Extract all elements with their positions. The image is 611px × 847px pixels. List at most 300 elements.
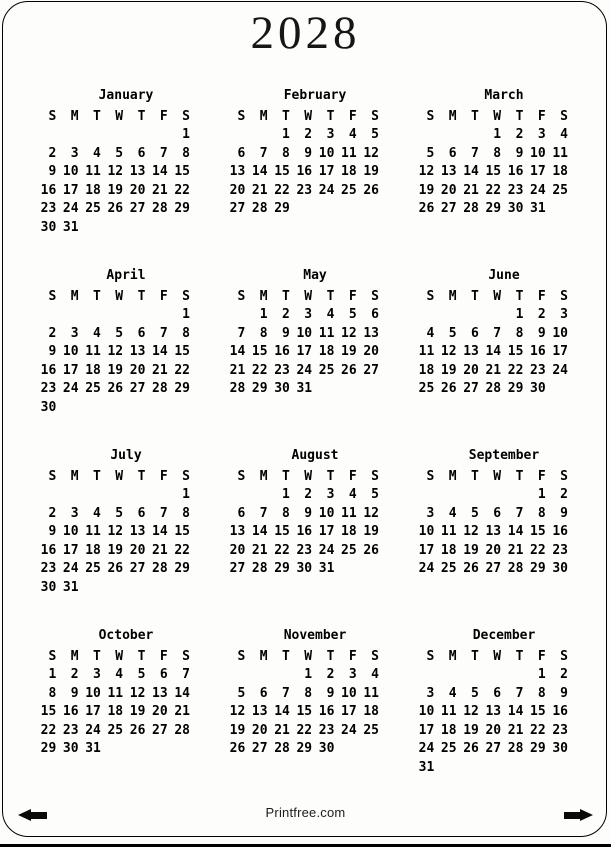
empty-cell [460,758,482,777]
day-header: W [304,108,313,124]
day-cell: 23 [40,561,57,577]
empty-cell [104,486,126,505]
day-cell: 3 [93,667,101,683]
day-cell: 16 [296,524,313,540]
day-cell: 23 [40,201,57,217]
day-cell: 21 [229,362,246,378]
day-cell: 12 [440,344,457,360]
day-cell: 1 [282,127,290,143]
day-cell: 9 [304,145,313,161]
empty-cell [337,740,359,759]
day-cell: 27 [129,561,146,577]
day-cell: 14 [274,704,290,720]
day-cell: 28 [152,561,168,577]
day-cell: 17 [62,182,79,198]
day-cell: 28 [274,741,290,757]
day-cell: 28 [507,741,524,757]
day-cell: 30 [507,201,524,217]
day-cell: 30 [62,741,79,757]
day-cell: 31 [62,219,79,235]
month-title: May [303,268,327,283]
month-october [37,628,193,808]
day-cell: 23 [552,722,568,738]
day-cell: 3 [326,487,335,503]
empty-cell [59,306,81,325]
day-cell: 4 [93,145,101,161]
day-cell: 26 [107,381,124,397]
empty-cell [126,486,148,505]
day-header: F [537,288,546,304]
day-cell: 28 [152,201,168,217]
empty-cell [226,126,248,145]
day-cell: 25 [85,561,101,577]
day-header: F [537,108,546,124]
day-cell: 6 [448,145,457,161]
day-cell: 29 [251,381,268,397]
day-cell: 1 [537,667,546,683]
day-cell: 27 [129,201,146,217]
day-header: S [182,108,190,124]
day-cell: 17 [62,362,79,378]
day-cell: 26 [440,381,457,397]
day-cell: 5 [426,145,435,161]
day-cell: 25 [440,561,457,577]
day-cell: 26 [463,561,479,577]
day-cell: 25 [107,722,124,738]
empty-cell [415,126,437,145]
day-header: S [237,648,246,664]
day-cell: 3 [537,127,546,143]
day-cell: 16 [40,182,57,198]
empty-cell [460,486,482,505]
month-day-grid [226,647,382,758]
day-header: F [348,108,357,124]
day-cell: 20 [251,722,268,738]
day-cell: 19 [107,182,124,198]
day-cell: 22 [296,722,313,738]
day-cell: 25 [418,381,435,397]
month-day-grid [226,107,382,218]
day-cell: 24 [418,561,435,577]
day-cell: 8 [182,505,190,521]
day-cell: 30 [552,741,568,757]
day-cell: 14 [174,685,190,701]
day-cell: 12 [463,524,479,540]
day-cell: 19 [129,704,146,720]
day-cell: 17 [296,344,313,360]
day-header: T [471,108,479,124]
day-header: F [159,468,168,484]
day-header: S [560,288,568,304]
day-cell: 1 [304,667,313,683]
day-cell: 30 [552,561,568,577]
day-cell: 17 [418,542,435,558]
day-cell: 4 [93,505,101,521]
day-cell: 15 [174,164,190,180]
day-cell: 28 [507,561,524,577]
day-cell: 12 [229,704,246,720]
empty-cell [437,758,459,777]
day-cell: 23 [296,182,313,198]
day-cell: 21 [152,182,168,198]
empty-cell [482,666,504,685]
day-cell: 28 [251,561,268,577]
day-cell: 25 [552,182,568,198]
day-cell: 7 [471,145,479,161]
day-cell: 14 [152,344,168,360]
day-cell: 1 [48,667,57,683]
month-day-grid [415,107,571,218]
day-cell: 13 [152,685,168,701]
month-april [37,268,193,448]
month-day-grid [226,467,382,578]
day-cell: 6 [259,685,268,701]
month-title: March [484,88,524,103]
empty-cell [82,578,104,597]
day-header: S [371,648,379,664]
empty-cell [460,126,482,145]
day-header: S [371,288,379,304]
day-cell: 10 [418,524,435,540]
day-cell: 22 [174,542,190,558]
day-cell: 7 [259,145,268,161]
day-cell: 20 [129,542,146,558]
month-title: September [468,448,540,463]
day-cell: 10 [552,325,568,341]
prev-year-arrow-icon[interactable] [18,809,47,821]
day-cell: 20 [440,182,457,198]
brand-label: Printfree.com [265,805,346,820]
day-cell: 2 [560,487,568,503]
empty-cell [437,666,459,685]
empty-cell [226,486,248,505]
day-cell: 27 [152,722,168,738]
day-header: T [515,288,524,304]
day-cell: 8 [537,505,546,521]
month-day-grid [37,647,193,758]
empty-cell [315,380,337,399]
day-header: T [93,108,101,124]
empty-cell [549,758,571,777]
day-cell: 29 [507,381,524,397]
day-header: T [137,648,146,664]
day-cell: 24 [62,561,79,577]
day-cell: 14 [507,524,524,540]
day-cell: 23 [274,362,290,378]
day-cell: 15 [174,344,190,360]
month-september [415,448,571,628]
day-cell: 7 [282,685,290,701]
day-header: S [426,468,435,484]
month-day-grid [415,647,571,777]
day-header: W [304,648,313,664]
day-cell: 4 [371,667,379,683]
day-cell: 9 [560,505,568,521]
day-cell: 27 [229,561,246,577]
day-header: T [326,468,335,484]
day-cell: 17 [341,704,357,720]
empty-cell [104,126,126,145]
empty-cell [148,486,170,505]
day-header: W [493,108,502,124]
day-cell: 11 [363,685,379,701]
day-cell: 24 [85,722,101,738]
day-cell: 11 [85,524,101,540]
empty-cell [82,398,104,417]
day-cell: 19 [440,362,457,378]
empty-cell [148,218,170,237]
day-cell: 29 [40,741,57,757]
day-cell: 3 [426,685,435,701]
day-cell: 1 [537,487,546,503]
day-cell: 13 [463,344,479,360]
left-arrow-shaft [31,812,47,819]
left-arrow-head [18,809,31,821]
day-cell: 7 [515,505,524,521]
day-header: S [182,288,190,304]
day-cell: 11 [552,145,568,161]
day-cell: 16 [507,164,524,180]
month-title: July [110,448,142,463]
day-cell: 12 [129,685,146,701]
day-cell: 16 [62,704,79,720]
day-cell: 2 [48,505,57,521]
day-cell: 31 [62,579,79,595]
day-cell: 18 [341,164,357,180]
day-cell: 22 [174,182,190,198]
day-cell: 10 [318,145,335,161]
day-header: W [493,648,502,664]
day-cell: 17 [418,722,435,738]
day-header: W [304,288,313,304]
day-cell: 17 [318,524,335,540]
day-header: T [282,468,290,484]
day-cell: 16 [274,344,290,360]
day-header: F [348,468,357,484]
day-cell: 3 [326,127,335,143]
month-february [226,88,382,268]
day-cell: 9 [48,524,57,540]
day-cell: 29 [274,201,290,217]
day-cell: 8 [182,325,190,341]
month-title: April [106,268,146,283]
day-cell: 2 [48,325,57,341]
month-june [415,268,571,448]
day-header: T [93,648,101,664]
day-cell: 3 [70,325,79,341]
day-header: F [159,108,168,124]
month-december [415,628,571,808]
day-cell: 13 [251,704,268,720]
day-cell: 27 [440,201,457,217]
month-august [226,448,382,628]
day-cell: 29 [174,381,190,397]
year-title: 2028 [250,7,361,59]
day-cell: 9 [560,685,568,701]
month-january [37,88,193,268]
day-cell: 29 [274,561,290,577]
day-cell: 26 [363,182,379,198]
day-header: T [326,648,335,664]
month-title: February [283,88,347,103]
day-cell: 12 [363,145,379,161]
day-header: M [70,648,79,664]
day-cell: 9 [48,344,57,360]
day-header: T [282,108,290,124]
empty-cell [59,126,81,145]
day-cell: 5 [137,667,146,683]
day-cell: 22 [251,362,268,378]
month-title: August [291,448,339,463]
empty-cell [248,486,270,505]
day-cell: 12 [107,344,124,360]
month-march [415,88,571,268]
day-header: S [371,108,379,124]
day-cell: 18 [363,704,379,720]
day-cell: 11 [85,344,101,360]
day-cell: 7 [159,505,168,521]
day-header: T [93,468,101,484]
day-cell: 26 [107,561,124,577]
month-title: October [98,628,154,643]
day-cell: 10 [296,325,313,341]
day-cell: 26 [418,201,435,217]
day-cell: 13 [229,164,246,180]
day-header: M [70,108,79,124]
day-header: T [515,108,524,124]
day-cell: 29 [485,201,502,217]
day-header: T [471,288,479,304]
day-cell: 6 [371,307,379,323]
day-cell: 26 [107,201,124,217]
empty-cell [437,306,459,325]
day-header: S [237,468,246,484]
day-cell: 7 [237,325,246,341]
day-cell: 30 [318,741,335,757]
day-cell: 4 [348,127,357,143]
empty-cell [437,486,459,505]
day-cell: 25 [363,722,379,738]
empty-cell [37,306,59,325]
day-header: F [159,648,168,664]
day-cell: 23 [62,722,79,738]
empty-cell [226,666,248,685]
day-cell: 19 [418,182,435,198]
day-cell: 20 [229,542,246,558]
day-cell: 24 [62,381,79,397]
day-cell: 18 [418,362,435,378]
empty-cell [148,126,170,145]
day-cell: 8 [537,685,546,701]
month-day-grid [226,287,382,398]
day-cell: 27 [129,381,146,397]
day-cell: 22 [40,722,57,738]
day-cell: 9 [304,505,313,521]
day-header: T [471,648,479,664]
day-cell: 21 [251,542,268,558]
day-cell: 2 [537,307,546,323]
day-cell: 19 [229,722,246,738]
day-cell: 18 [440,542,457,558]
day-cell: 16 [40,362,57,378]
day-cell: 23 [40,381,57,397]
day-cell: 6 [159,667,168,683]
empty-cell [360,740,382,759]
day-cell: 25 [341,542,357,558]
day-cell: 13 [485,524,502,540]
month-title: November [283,628,347,643]
day-cell: 20 [129,182,146,198]
day-cell: 11 [418,344,435,360]
day-cell: 6 [493,505,502,521]
day-cell: 9 [515,145,524,161]
day-header: S [560,468,568,484]
day-cell: 4 [448,505,457,521]
day-cell: 18 [341,524,357,540]
empty-cell [549,200,571,219]
day-cell: 1 [515,307,524,323]
empty-cell [104,578,126,597]
day-cell: 6 [237,505,246,521]
empty-cell [482,758,504,777]
day-cell: 24 [341,722,357,738]
day-cell: 22 [485,182,502,198]
day-cell: 8 [282,145,290,161]
day-cell: 2 [515,127,524,143]
day-cell: 18 [85,362,101,378]
day-cell: 19 [107,362,124,378]
day-cell: 30 [530,381,546,397]
day-cell: 20 [152,704,168,720]
empty-cell [248,666,270,685]
day-header: T [515,468,524,484]
day-cell: 8 [304,685,313,701]
month-day-grid [415,287,571,398]
day-cell: 18 [552,164,568,180]
day-cell: 5 [115,325,124,341]
day-cell: 19 [107,542,124,558]
month-title: June [488,268,520,283]
month-day-grid [37,467,193,597]
day-cell: 5 [237,685,246,701]
empty-cell [271,666,293,685]
day-cell: 10 [62,344,79,360]
day-cell: 24 [552,362,568,378]
day-cell: 14 [463,164,479,180]
day-cell: 14 [507,704,524,720]
empty-cell [248,126,270,145]
next-year-arrow-icon[interactable] [564,809,593,821]
day-cell: 7 [493,325,502,341]
day-header: F [348,288,357,304]
day-header: T [471,468,479,484]
day-cell: 16 [296,164,313,180]
day-cell: 15 [530,704,546,720]
day-cell: 16 [318,704,335,720]
day-cell: 1 [259,307,268,323]
day-cell: 5 [471,505,479,521]
day-cell: 14 [251,524,268,540]
empty-cell [82,486,104,505]
day-header: S [426,288,435,304]
day-cell: 16 [552,704,568,720]
day-cell: 20 [463,362,479,378]
day-cell: 28 [152,381,168,397]
day-cell: 21 [152,542,168,558]
empty-cell [148,740,170,759]
day-cell: 4 [115,667,124,683]
day-cell: 15 [274,164,290,180]
